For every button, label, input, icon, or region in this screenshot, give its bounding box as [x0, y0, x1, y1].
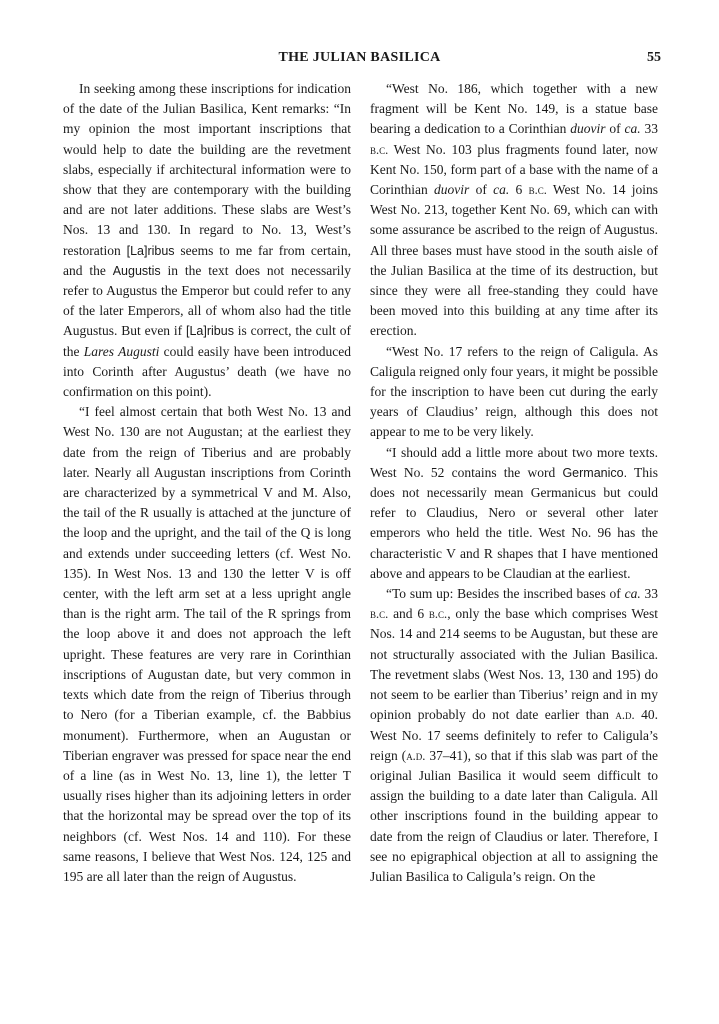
- latin-term: ca.: [624, 586, 641, 602]
- paragraph: In seeking among these inscriptions for indication of the date of the Julian Basilica, Kent remarks: “In my opinion the most important inscriptions that would help to date the building are the revetment slabs, especially if architectural information were to show that they are contemporary with the building and are not later additions. These slabs are West’s Nos. 13 and 130. In regard to No. 13, West’s restoration [La]ribus seems to me far from certain, and the Augustis in the text does not necessarily refer to Augustus the Emperor but could refer to any of the later Emperors, all of whom also had the title Augustus. But even if [La]ribus is correct, the cult of the Lares Augusti could easily have been introduced into Corinth after Augustus’ death (we have no confirmation on this point).: [63, 81, 352, 400]
- era-abbreviation: b.c.: [370, 607, 389, 622]
- latin-term: duovir: [434, 182, 470, 198]
- left-column: [63, 79, 351, 887]
- inscription-term: Germanico.: [562, 465, 628, 480]
- inscription-term: [La]ribus: [126, 243, 175, 258]
- paragraph: “I feel almost certain that both West No. 13 and West No. 130 are not Augustan; at the earliest they date from the reign of Tiberius and are probably later. Nearly all Augustan inscriptions from Corinth are characterized by a symmetrical V and M. Also, the tail of the R usually is attached at the juncture of the loop and the upright, and the tail of the Q is long and extends under succeeding letters (cf. West No. 135). In West Nos. 13 and 130 the letter V is off center, with the left arm set at a less upright angle than is the right arm. The tail of the R springs from the loop above it and does not approach the left upright. These features are very rare in Corinthian inscriptions of Augustan date, but very common in texts which date from the reign of Tiberius through to Nero (for a Tiberian example, cf. the Babbius monument). Furthermore, when an Augustan or Tiberian engraver was pressed for space near the end of a line (as in West No. 13, line 1), the letter T usually rises higher than its adjoining letters in order that the horizontal may be spread over the top of its neighbors (cf. West Nos. 14 and 110). For these same reasons, I believe that West Nos. 124, 125 and 195 are all later than the reign of Augustus.: [63, 404, 351, 884]
- paragraph: “West No. 186, which together with a new fragment will be Kent No. 149, is a statue base bearing a dedication to a Corinthian duovir of ca. 33 b.c. West No. 103 plus fragments found later, now Kent No. 150, form part of a base with the name of a Corinthian duovir of ca. 6 b.c. West No. 14 joins West No. 213, together Kent No. 69, which can with some assurance be ascribed to the reign of Augustus. All three bases must have stood in the south aisle of the Julian Basilica at the time of its destruction, but since they were all free-standing they could have been moved into this building at any time after its erection.: [370, 81, 659, 339]
- page-number: 55: [647, 50, 661, 65]
- inscription-term: [La]ribus: [186, 324, 234, 339]
- era-abbreviation: a.d.: [615, 708, 635, 723]
- latin-term: Lares Augusti: [83, 343, 160, 359]
- latin-term: ca.: [624, 121, 641, 137]
- era-abbreviation: b.c.: [428, 607, 448, 622]
- running-head: [0, 50, 719, 74]
- latin-term: duovir: [570, 121, 606, 137]
- running-title: THE JULIAN BASILICA: [278, 50, 441, 65]
- latin-term: ca.: [493, 182, 510, 198]
- right-column: [370, 79, 658, 887]
- paragraph: “West No. 17 refers to the reign of Caligula. As Caligula reigned only four years, it might be possible for the inscription to have been cut during the early years of Claudius’ reign, although this does not appear to me to be very likely.: [370, 343, 658, 440]
- era-abbreviation: a.d.: [406, 748, 426, 763]
- era-abbreviation: b.c.: [528, 183, 547, 198]
- era-abbreviation: b.c.: [370, 142, 389, 157]
- inscription-term: Augustis: [112, 263, 161, 278]
- paragraph: “To sum up: Besides the inscribed bases of ca. 33 b.c. and 6 b.c., only the base which comprises West Nos. 14 and 214 seems to be Augustan, but these are not structurally associated with the Julian Basilica. The revetment slabs (West Nos. 13, 130 and 195) do not seem to be earlier than Tiberius’ reign and in my opinion probably do not date earlier than a.d. 40. West No. 17 seems definitely to refer to Caligula’s reign (a.d. 37–41), so that if this slab was part of the original Julian Basilica it would seem difficult to assign the building to a date later than Caligula. All other inscriptions found in the building appear to date from the reign of Claudius or later. Therefore, I see no epigraphical objection at all to assigning the Julian Basilica to Caligula’s reign. On the: [370, 586, 659, 884]
- paragraph: “I should add a little more about two more texts. West No. 52 contains the word Germanico. This does not necessarily mean Germanicus but could refer to Claudius, Nero or several other later emperors who held the title. West No. 96 has the characteristic V and R shapes that I have mentioned above and appears to be Claudian at the earliest.: [370, 444, 658, 581]
